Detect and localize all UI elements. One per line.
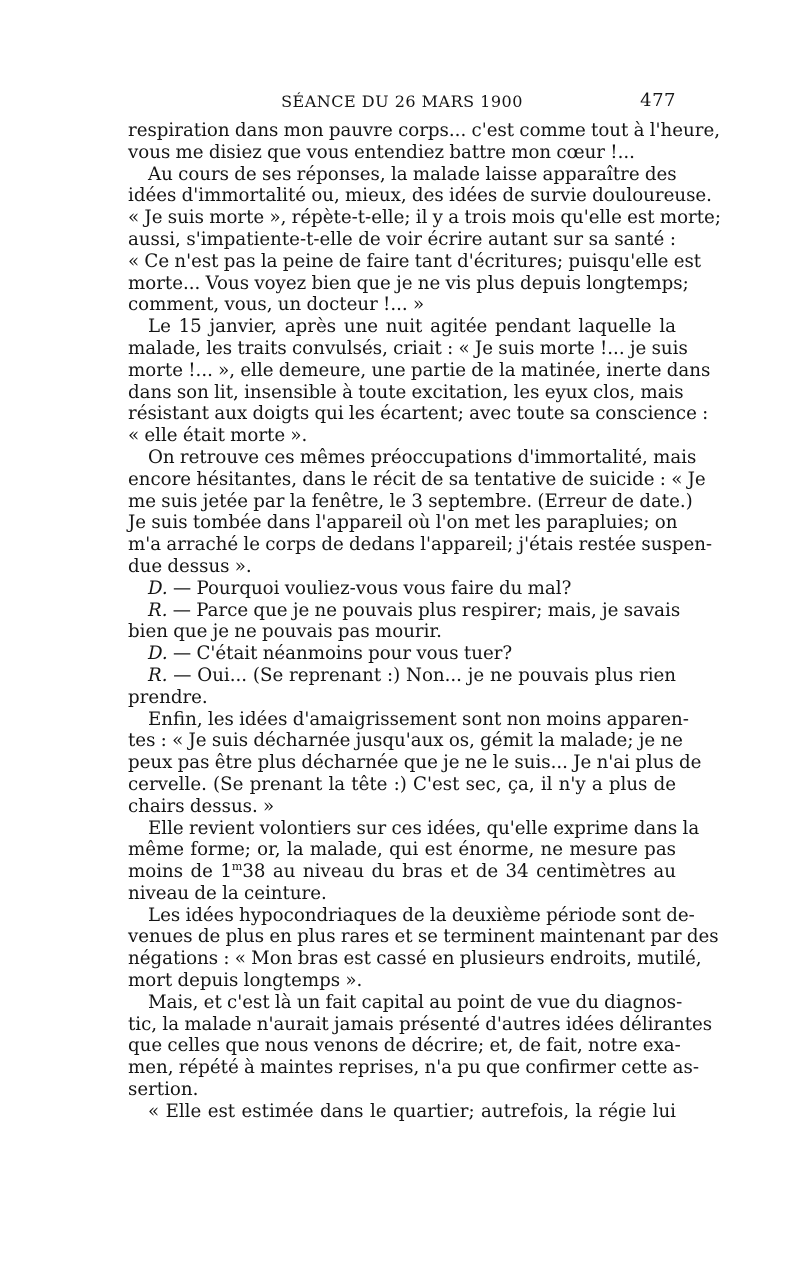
speaker-label: R. [148, 664, 168, 686]
text-line: tic, la malade n'aurait jamais présenté d'autres idées délirantes [128, 1013, 713, 1035]
text-line: malade, les traits convulsés, criait : « Je suis morte !... je suis [128, 337, 688, 359]
text-line: due dessus ». [128, 555, 252, 577]
text-line: On retrouve ces mêmes préoccupations d'immortalité, mais [148, 446, 697, 468]
measurement-text: moins de 1 [128, 861, 232, 883]
text-line: vous me disiez que vous entendiez battre mon cœur !... [128, 141, 635, 163]
document-page [128, 88, 721, 1123]
speaker-label: D. [148, 577, 168, 599]
text-line: bien que je ne pouvais pas mourir. [128, 621, 442, 643]
text-line: « Ce n'est pas la peine de faire tant d'écritures; puisqu'elle est [128, 250, 702, 272]
dialogue-line [128, 599, 681, 622]
dialogue-line [128, 643, 676, 665]
text-line: encore hésitantes, dans le récit de sa tentative de suicide : « Je [128, 468, 706, 490]
page-number: 477 [640, 90, 676, 111]
dialogue-text: — Parce que je ne pouvais plus respirer; mais, je savais [167, 599, 681, 621]
text-line: Je suis tombée dans l'appareil où l'on met les parapluies; on [128, 512, 678, 534]
unit-superscript: m [231, 860, 243, 874]
text-line: niveau de la ceinture. [128, 882, 327, 904]
text-line: Le 15 janvier, après une nuit agitée pendant laquelle la [148, 316, 676, 338]
text-line: Enfin, les idées d'amaigrissement sont non moins apparen- [148, 708, 689, 730]
text-line: Au cours de ses réponses, la malade laisse apparaître des [148, 163, 677, 185]
text-line: Les idées hypocondriaques de la deuxième période sont de- [148, 904, 695, 926]
text-line: « Je suis morte », répète-t-elle; il y a trois mois qu'elle est morte; [128, 207, 721, 229]
running-head [128, 88, 676, 120]
text-line: idées d'immortalité ou, mieux, des idées de survie douloureuse. [128, 185, 712, 207]
dialogue-text: — C'était néanmoins pour vous tuer? [167, 643, 513, 665]
text-line: dans son lit, insensible à toute excitation, les eyux clos, mais [128, 381, 684, 403]
speaker-label: D. [148, 643, 168, 665]
text-line: sertion. [128, 1079, 199, 1101]
text-line: Mais, et c'est là un fait capital au point de vue du diagnos- [148, 991, 683, 1013]
text-line: négations : « Mon bras est cassé en plusieurs endroits, mutilé, [128, 948, 702, 970]
text-line: me suis jetée par la fenêtre, le 3 septembre. (Erreur de date.) [128, 490, 693, 512]
text-line: aussi, s'impatiente-t-elle de voir écrire autant sur sa santé : [128, 228, 676, 250]
text-line: tes : « Je suis décharnée jusqu'aux os, gémit la malade; je ne [128, 730, 683, 752]
text-line: prendre. [128, 686, 208, 708]
running-title: SÉANCE DU 26 MARS 1900 [281, 92, 523, 111]
text-line: « Elle est estimée dans le quartier; autrefois, la régie lui [148, 1100, 676, 1122]
measurement-text: 38 au niveau du bras et de 34 centimètres au [242, 861, 676, 883]
text-line: morte !... », elle demeure, une partie de la matinée, inerte dans [128, 359, 711, 381]
text-line: chairs dessus. » [128, 795, 275, 817]
text-line: même forme; or, la malade, qui est énorme, ne mesure pas [128, 839, 676, 861]
text-line: résistant aux doigts qui les écartent; avec toute sa conscience : [128, 403, 709, 425]
text-line: men, répété à maintes reprises, n'a pu que confirmer cette as- [128, 1057, 700, 1079]
text-line: respiration dans mon pauvre corps... c'est comme tout à l'heure, [128, 120, 720, 141]
dialogue-line [128, 665, 676, 687]
text-line: venues de plus en plus rares et se terminent maintenant par des [128, 926, 719, 948]
text-line: m'a arraché le corps de dedans l'appareil; j'étais restée suspen- [128, 534, 713, 556]
text-line: morte... Vous voyez bien que je ne vis plus depuis longtemps; [128, 272, 689, 294]
dialogue-line [128, 578, 676, 600]
speaker-label: R. [148, 599, 168, 621]
text-line: « elle était morte ». [128, 425, 308, 447]
text-line: cervelle. (Se prenant la tête :) C'est sec, ça, il n'y a plus de [128, 773, 676, 795]
text-line: mort depuis longtemps ». [128, 970, 363, 992]
measurement-line [128, 861, 676, 883]
dialogue-text: — Oui... (Se reprenant :) Non... je ne pouvais plus rien [167, 664, 676, 686]
text-line: comment, vous, un docteur !... » [128, 294, 425, 316]
text-line: que celles que nous venons de décrire; et, de fait, notre exa- [128, 1035, 681, 1057]
text-line: peux pas être plus décharnée que je ne le suis... Je n'ai plus de [128, 752, 702, 774]
dialogue-text: — Pourquoi vouliez-vous vous faire du mal? [167, 577, 572, 599]
text-line: Elle revient volontiers sur ces idées, qu'elle exprime dans la [148, 817, 700, 839]
body-text [128, 120, 721, 1123]
